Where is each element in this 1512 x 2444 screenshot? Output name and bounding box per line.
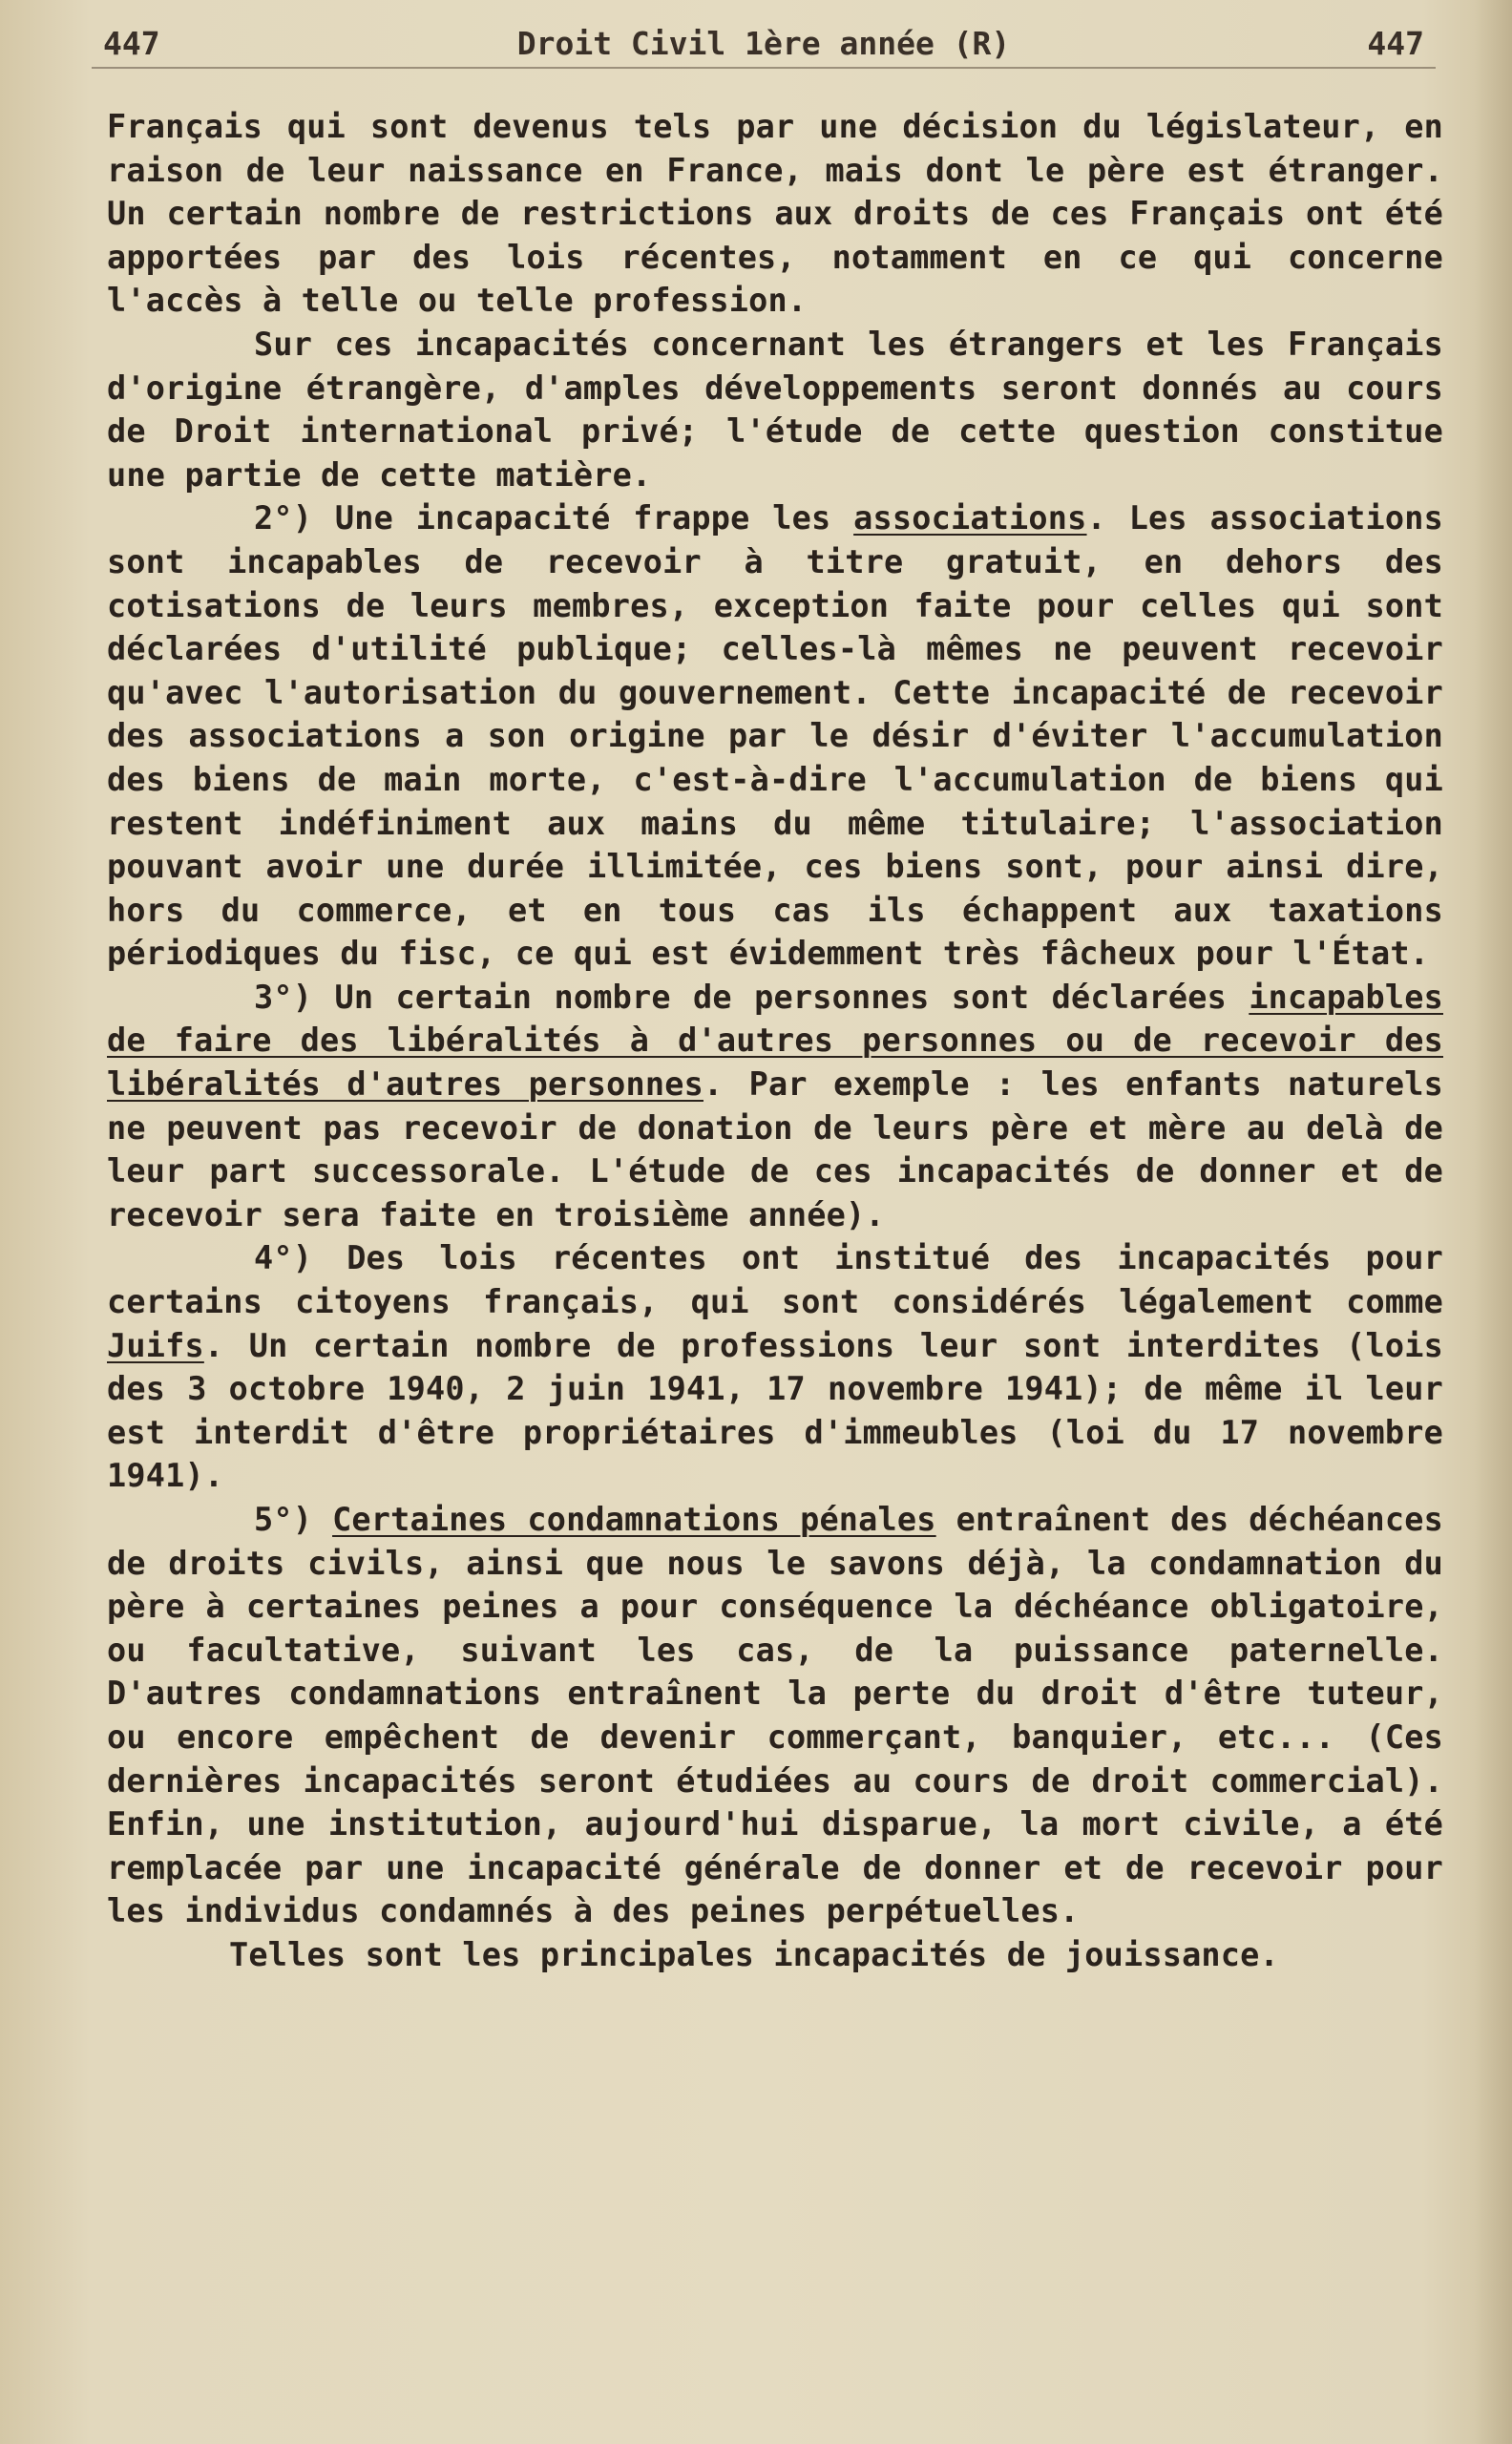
- paragraph-liberalites-text: . Par exemple : les enfants naturels ne peuvent pas recevoir de donation de leurs père et mère au delà de leur part successorale. L'étude de ces incapacités de donner et de recevoir sera faite en troisième année).: [107, 1065, 1443, 1233]
- paragraph-condamnations-prefix: 5°): [254, 1501, 333, 1538]
- underlined-liberalites: incapables de faire des libéralités à d'autres personnes ou de recevoir des libéralités d'autres personnes: [107, 978, 1443, 1104]
- paragraph-conclusion: Telles sont les principales incapacités de jouissance.: [229, 1935, 1279, 1973]
- paragraph-1: Français qui sont devenus tels par une décision du législateur, en raison de leur naissance en France, mais dont le père est étranger. Un certain nombre de restrictions aux droits de ces Français ont été apportées par des lois récentes, notamment en ce qui concerne l'accès à telle ou telle profession.: [107, 108, 1443, 320]
- paragraph-associations-text: . Les associations sont incapables de recevoir à titre gratuit, en dehors des cotisations de leurs membres, exception faite pour celles qui sont déclarées d'utilité publique; celles-là mêmes ne peuvent recevoir qu'avec l'autorisation du gouvernement. Cette incapacité de recevoir des associations a son origine par le désir d'éviter l'accumulation des biens de main morte, c'est-à-dire l'accumulation de biens qui restent indéfiniment aux mains du même titulaire; l'association pouvant avoir une durée illimitée, ces biens sont, pour ainsi dire, hors du commerce, et en tous cas ils échappent aux taxations périodiques du fisc, ce qui est évidemment très fâcheux pour l'État.: [107, 499, 1444, 973]
- page-number-left: 447: [103, 24, 160, 62]
- underlined-juifs: Juifs: [107, 1326, 204, 1364]
- paragraph-juifs-prefix: 4°) Des lois récentes ont institué des incapacités pour certains citoyens français, qui sont considérés légalement comme: [107, 1239, 1443, 1321]
- page-edge-shadow: [1474, 0, 1512, 2444]
- page-header: [103, 21, 1424, 65]
- paragraph-associations: [107, 496, 1443, 976]
- running-title: Droit Civil 1ère année (R): [516, 24, 1011, 62]
- paragraph-associations-prefix: 2°) Une incapacité frappe les: [254, 499, 854, 537]
- header-rule: [92, 67, 1436, 69]
- page-number-right: 447: [1367, 24, 1424, 62]
- paragraph-condamnations: [107, 1498, 1443, 1933]
- paragraph-juifs-text: . Un certain nombre de professions leur sont interdites (lois des 3 octobre 1940, 2 juin 1941, 17 novembre 1941); de même il leur est interdit d'être propriétaires d'immeubles (loi du 17 novembre 1941).: [107, 1326, 1443, 1495]
- document-body: [107, 105, 1443, 1977]
- underlined-associations: associations: [853, 499, 1087, 537]
- underlined-condamnations: Certaines condamnations pénales: [332, 1501, 936, 1538]
- paragraph-2: Sur ces incapacités concernant les étrangers et les Français d'origine étrangère, d'amples développements seront donnés au cours de Droit international privé; l'étude de cette question constitue une partie de cette matière.: [107, 325, 1443, 494]
- paragraph-liberalites: [107, 976, 1443, 1237]
- paragraph-condamnations-text: entraînent des déchéances de droits civils, ainsi que nous le savons déjà, la condamnation du père à certaines peines a pour conséquence la déchéance obligatoire, ou facultative, suivant les cas, de la puissance paternelle. D'autres condamnations entraînent la perte du droit d'être tuteur, ou encore empêchent de devenir commerçant, banquier, etc... (Ces dernières incapacités seront étudiées au cours de droit commercial). Enfin, une institution, aujourd'hui disparue, la mort civile, a été remplacée par une incapacité générale de donner et de recevoir pour les individus condamnés à des peines perpétuelles.: [107, 1501, 1443, 1930]
- paragraph-juifs: [107, 1236, 1443, 1498]
- paragraph-liberalites-prefix: 3°) Un certain nombre de personnes sont déclarées: [254, 978, 1250, 1016]
